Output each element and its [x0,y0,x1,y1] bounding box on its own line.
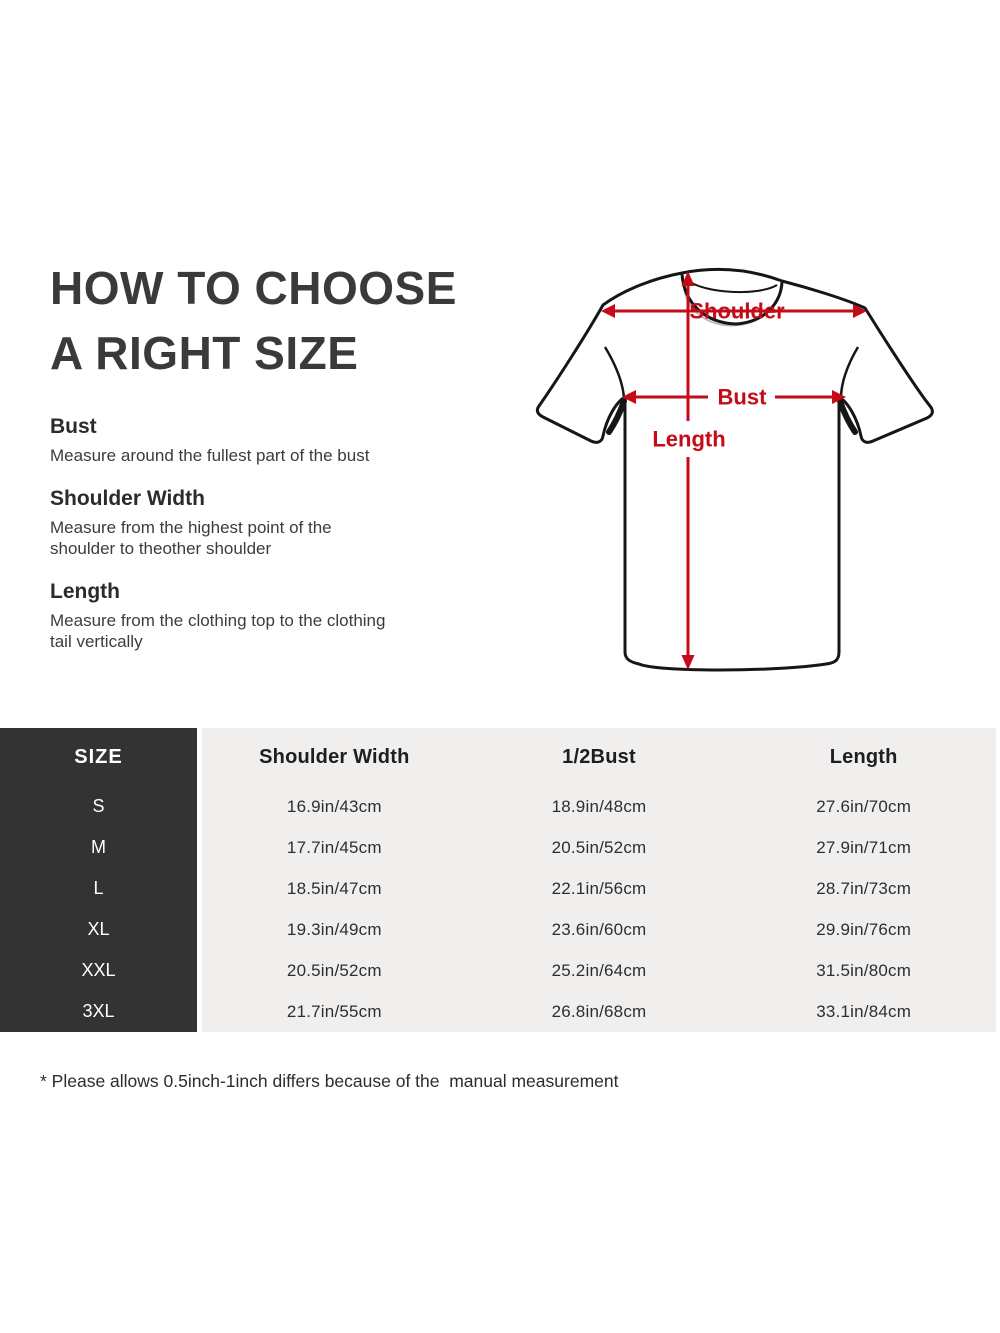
table-header-shoulder-width: Shoulder Width [202,728,467,786]
length-label: Length [652,426,726,452]
table-header-size: SIZE [0,728,197,786]
section-length-heading: Length [50,580,120,603]
value-xl-length: 29.9in/76cm [731,909,996,950]
section-shoulder-width [50,486,470,559]
value-l-shoulder: 18.5in/47cm [202,868,467,909]
tshirt-measurement-diagram [505,245,945,690]
value-s-shoulder: 16.9in/43cm [202,786,467,827]
section-length [50,579,470,652]
size-label-3xl: 3XL [0,991,197,1032]
value-xxl-bust: 25.2in/64cm [467,950,732,991]
tshirt-diagram-svg [505,245,945,690]
value-s-bust: 18.9in/48cm [467,786,732,827]
value-xxl-length: 31.5in/80cm [731,950,996,991]
value-l-length: 28.7in/73cm [731,868,996,909]
section-shoulder-description: Measure from the highest point of the shoulder to theother shoulder [50,518,332,558]
page-title [50,256,457,386]
tshirt-outline [537,269,932,670]
section-shoulder-heading: Shoulder Width [50,487,205,510]
value-m-shoulder: 17.7in/45cm [202,827,467,868]
value-l-bust: 22.1in/56cm [467,868,732,909]
value-3xl-bust: 26.8in/68cm [467,991,732,1032]
size-chart-table [0,728,996,1032]
value-s-length: 27.6in/70cm [731,786,996,827]
measurement-disclaimer: * Please allows 0.5inch-1inch differs because of the manual measurement [40,1071,619,1091]
size-label-s: S [0,786,197,827]
value-3xl-shoulder: 21.7in/55cm [202,991,467,1032]
section-bust-heading: Bust [50,415,97,438]
section-bust-description: Measure around the fullest part of the bust [50,446,370,465]
page-title-line2: A RIGHT SIZE [50,327,359,379]
page-title-line1: HOW TO CHOOSE [50,262,457,314]
value-m-bust: 20.5in/52cm [467,827,732,868]
value-3xl-length: 33.1in/84cm [731,991,996,1032]
size-label-l: L [0,868,197,909]
table-header-length: Length [731,728,996,786]
value-xxl-shoulder: 20.5in/52cm [202,950,467,991]
value-xl-shoulder: 19.3in/49cm [202,909,467,950]
measurement-instructions [50,414,470,672]
size-label-m: M [0,827,197,868]
table-header-half-bust: 1/2Bust [467,728,732,786]
size-label-xxl: XXL [0,950,197,991]
value-xl-bust: 23.6in/60cm [467,909,732,950]
value-m-length: 27.9in/71cm [731,827,996,868]
section-bust [50,414,470,466]
shoulder-label: Shoulder [689,298,785,324]
size-label-xl: XL [0,909,197,950]
bust-label: Bust [717,384,767,410]
section-length-description: Measure from the clothing top to the clothing tail vertically [50,611,386,651]
